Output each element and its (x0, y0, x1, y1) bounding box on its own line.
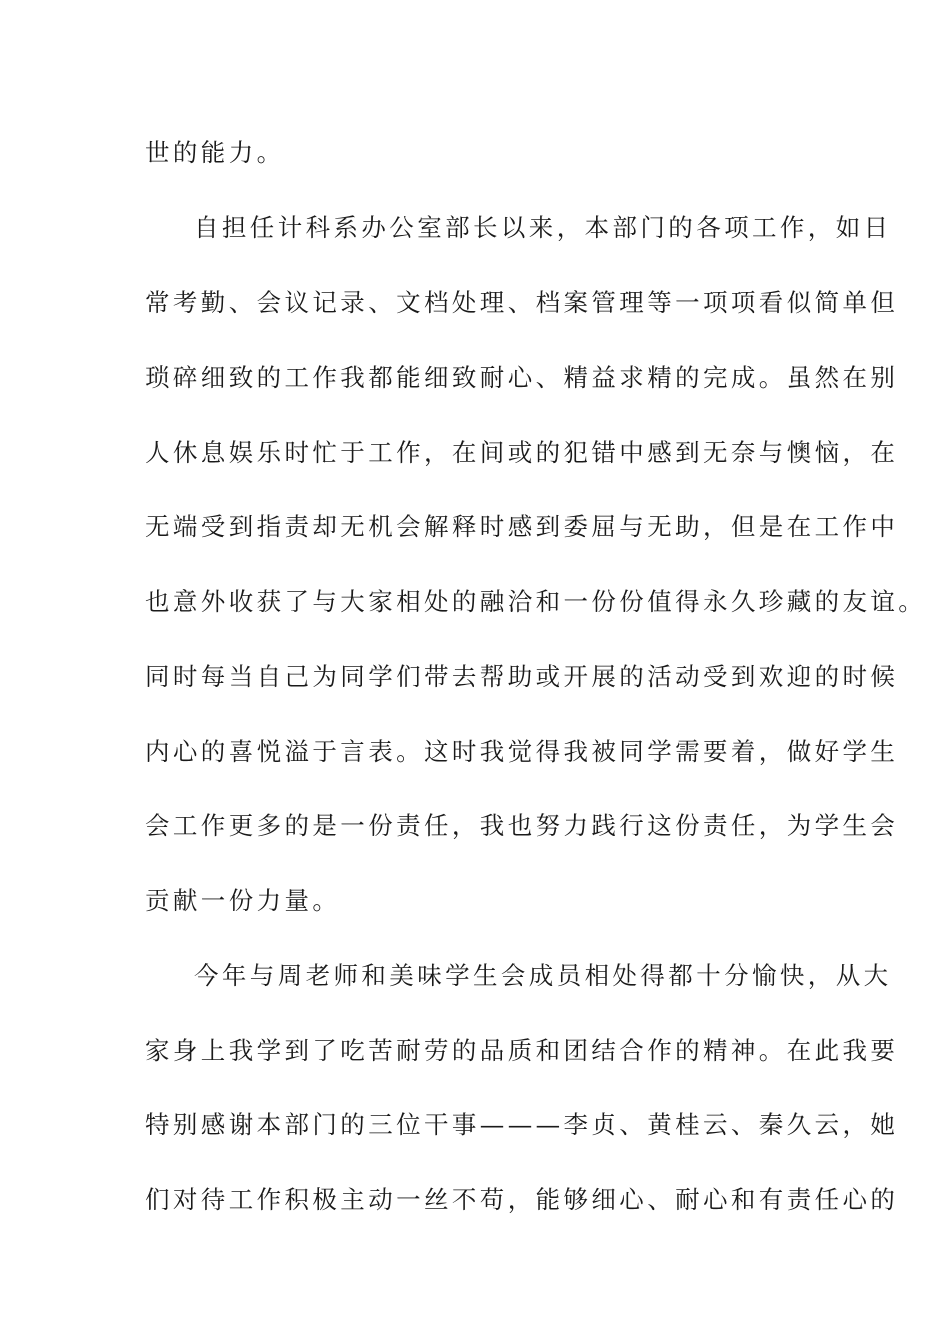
text-line: 人休息娱乐时忙于工作，在间或的犯错中感到无奈与懊恼，在 (145, 438, 899, 467)
text-line: 琐碎细致的工作我都能细致耐心、精益求精的完成。虽然在别 (145, 363, 899, 392)
text-line: 会工作更多的是一份责任，我也努力践行这份责任，为学生会 (145, 811, 899, 840)
text-line: 家身上我学到了吃苦耐劳的品质和团结合作的精神。在此我要 (145, 1036, 899, 1065)
text-line: 内心的喜悦溢于言表。这时我觉得我被同学需要着，做好学生 (145, 737, 899, 766)
text-line: 无端受到指责却无机会解释时感到委屈与无助，但是在工作中 (145, 512, 899, 541)
text-line: 贡献一份力量。 (145, 886, 341, 915)
paragraph-first-line: 自担任计科系办公室部长以来，本部门的各项工作，如日 (194, 213, 892, 242)
text-line: 也意外收获了与大家相处的融洽和一份份值得永久珍藏的友谊。 (145, 587, 927, 616)
text-line: 世的能力。 (145, 138, 285, 167)
text-line: 们对待工作积极主动一丝不苟，能够细心、耐心和有责任心的 (145, 1185, 899, 1214)
text-line: 常考勤、会议记录、文档处理、档案管理等一项项看似简单但 (145, 288, 899, 317)
text-line: 特别感谢本部门的三位干事———李贞、黄桂云、秦久云，她 (145, 1110, 899, 1139)
paragraph-first-line: 今年与周老师和美味学生会成员相处得都十分愉快，从大 (194, 961, 892, 990)
text-line: 同时每当自己为同学们带去帮助或开展的活动受到欢迎的时候 (145, 662, 899, 691)
